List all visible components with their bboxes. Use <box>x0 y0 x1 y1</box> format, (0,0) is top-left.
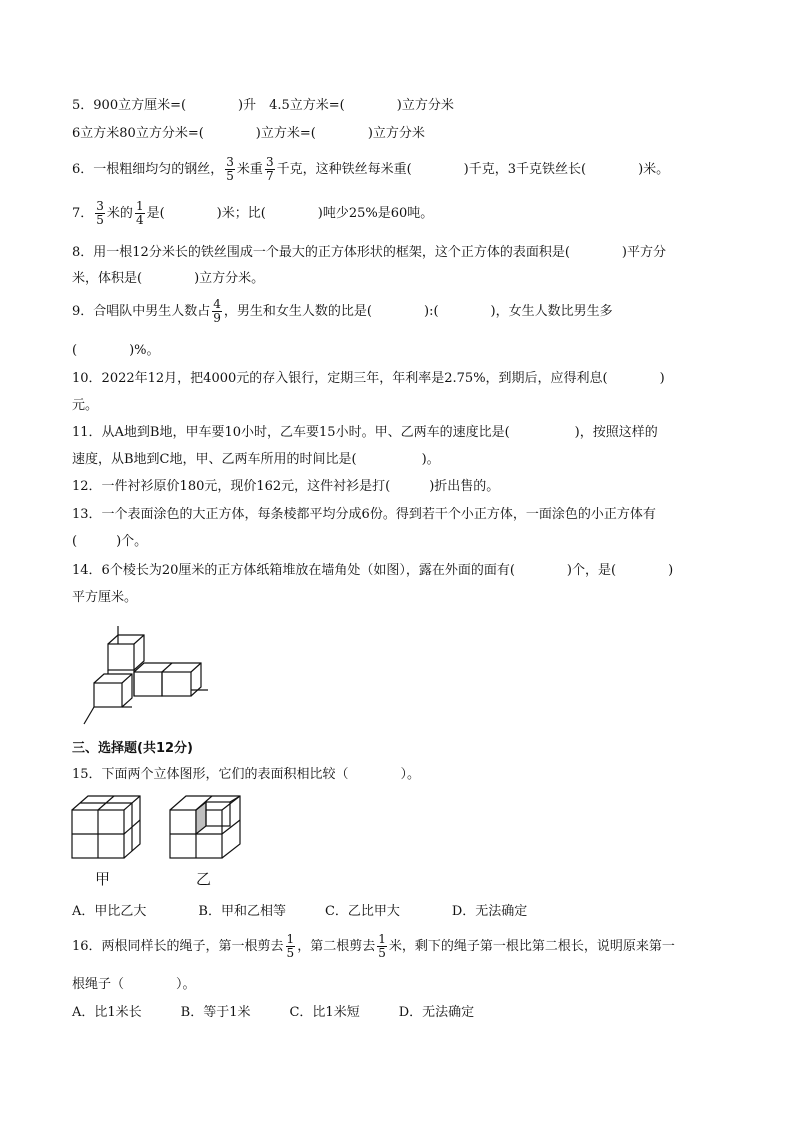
q15-figure-jia <box>70 792 142 862</box>
q7-fraction-1: $\frac{3}{5}$ <box>96 199 104 227</box>
q7-text-after: 是( )米；比( )吨少25%是60吨。 <box>146 206 434 221</box>
q16-text-after: 米，剩下的绳子第一根比第二根长，说明原来第一 <box>388 939 675 954</box>
q15-label-yi: 乙 <box>196 870 212 888</box>
q6-text-mid: 米重 <box>236 162 263 177</box>
q9-text-before: 9．合唱队中男生人数占 <box>72 304 211 319</box>
q15-stem: 15．下面两个立体图形，它们的表面积相比较（ ）。 <box>72 767 421 782</box>
q6-text-before: 6．一根粗细均匀的钢丝， <box>72 162 224 177</box>
q8-line2: 米，体积是( )立方分米。 <box>72 271 265 286</box>
q16-fraction-1: $\frac{1}{5}$ <box>286 932 295 960</box>
q16-fraction-2: $\frac{1}{5}$ <box>378 932 386 960</box>
q6 <box>72 156 669 184</box>
q7-text-before: 7． <box>72 206 94 221</box>
q16-options: A．比1米长 B．等于1米 C．比1米短 D．无法确定 <box>72 1005 475 1020</box>
q6-fraction-1: $\frac{3}{5}$ <box>226 155 234 183</box>
q14-cube-corner-figure <box>80 622 220 728</box>
q15-options: A．甲比乙大 B．甲和乙相等 C．乙比甲大 D．无法确定 <box>72 904 528 919</box>
q7 <box>72 200 433 228</box>
q15-label-jia: 甲 <box>95 870 111 888</box>
section-3-heading: 三、选择题(共12分) <box>72 741 193 756</box>
q14-line1: 14．6个棱长为20厘米的正方体纸箱堆放在墙角处（如图），露在外面的面有( )个，是( ) <box>72 563 674 578</box>
q15-figure-yi <box>168 792 244 862</box>
q10-line1: 10．2022年12月，把4000元的存入银行，定期三年，年利率是2.75%，到期后，应得利息( ) <box>72 371 665 386</box>
q16-text-mid: ，第二根剪去 <box>297 939 376 954</box>
q5-line2: 6立方米80立方分米=( )立方米=( )立方分米 <box>72 126 425 141</box>
q12-line1: 12．一件衬衫原价180元，现价162元，这件衬衫是打( )折出售的。 <box>72 479 500 494</box>
q16-line2: 根绳子（ ）。 <box>72 977 196 992</box>
q9 <box>72 298 613 326</box>
q11-line2: 速度，从B地到C地，甲、乙两车所用的时间比是( )。 <box>72 452 440 467</box>
q10-line2: 元。 <box>72 398 99 413</box>
q8-line1: 8．用一根12分米长的铁丝围成一个最大的正方体形状的框架，这个正方体的表面积是( )平方分 <box>72 245 666 260</box>
q9-text-after: ，男生和女生人数的比是( ):( )，女生人数比男生多 <box>223 304 613 319</box>
q16 <box>72 933 675 961</box>
q9-fraction: $\frac{4}{9}$ <box>213 297 221 325</box>
q16-text-before: 16．两根同样长的绳子，第一根剪去 <box>72 939 284 954</box>
q13-line2: ( )个。 <box>72 534 148 549</box>
q13-line1: 13．一个表面涂色的大正方体，每条棱都平均分成6份。得到若干个小正方体，一面涂色的小正方体有 <box>72 507 656 522</box>
q7-text-mid: 米的 <box>106 206 133 221</box>
q5-line1: 5．900立方厘米=( )升 4.5立方米=( )立方分米 <box>72 98 454 113</box>
q9-line2: ( )%。 <box>72 343 160 358</box>
q14-line2: 平方厘米。 <box>72 590 138 605</box>
q11-line1: 11．从A地到B地，甲车要10小时，乙车要15小时。甲、乙两车的速度比是( )，按照这样的 <box>72 425 658 440</box>
q7-fraction-2: $\frac{1}{4}$ <box>135 199 144 227</box>
q6-fraction-2: $\frac{3}{7}$ <box>265 155 274 183</box>
q6-text-after: 千克，这种铁丝每米重( )千克，3千克铁丝长( )米。 <box>276 162 670 177</box>
